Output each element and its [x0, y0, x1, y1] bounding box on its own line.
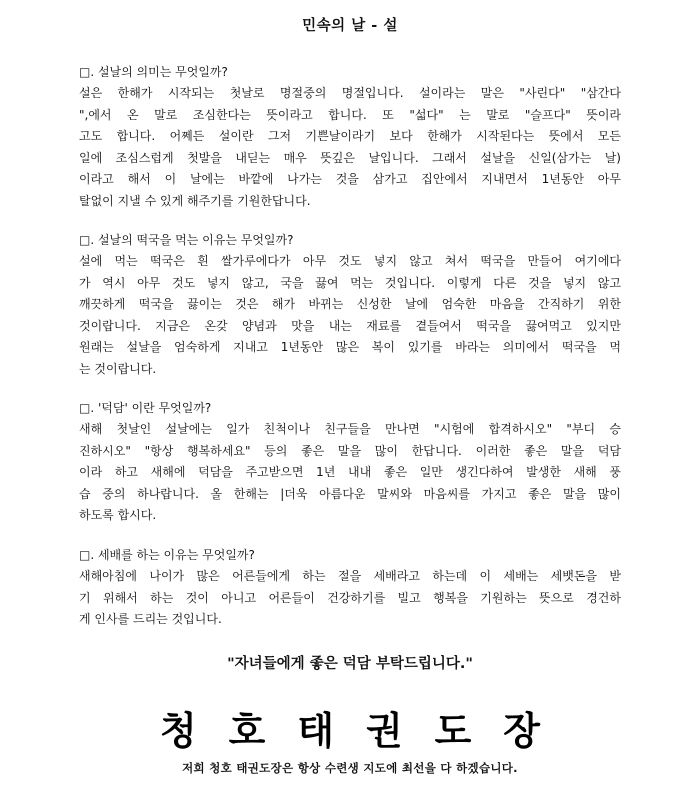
dojang-name-char: 권: [365, 708, 403, 753]
section-heading: □. 세배를 하는 이유는 무엇일까?: [79, 548, 255, 562]
section-tteokguk: [79, 230, 621, 380]
paragraph-line: 새해 첫날인 설날에는 일가 친척이나 친구들을 만나면 "시험에 합격하시오" "부디 승: [79, 422, 621, 436]
closing-message: "자녀들에게 좋은 덕담 부탁드립니다.": [227, 656, 473, 672]
paragraph-line: 가 역시 아무 것도 넣지 않고, 국을 끓여 먹는 것입니다. 이렇게 다른 것을 넣지 않고: [79, 275, 621, 290]
section-deokdam: [79, 398, 621, 527]
paragraph-line: 이라 하고 새해에 덕담을 주고받으면 1년 내내 좋은 일만 생긴다하여 발생한 새해 풍: [79, 465, 621, 479]
paragraph-line: 새해아침에 나이가 많은 어른들에게 하는 절을 세배라고 하는데 이 세배는 세뱃돈을 받: [79, 569, 621, 583]
paragraph-line: 설에 먹는 떡국은 흰 쌀가루에다가 아무 것도 넣지 않고 쳐서 떡국을 만들어 여기에다: [79, 254, 621, 268]
dojang-motto: 저희 청호 태권도장은 항상 수련생 지도에 최선을 다 하겠습니다.: [182, 761, 518, 775]
paragraph-line: 는 것이랍니다.: [79, 361, 157, 376]
paragraph-line: 원래는 설날을 엄숙하게 지내고 1년동안 많은 복이 있기를 바라는 의미에서 떡국을 먹: [79, 340, 621, 354]
paragraph-line: 하도록 합시다.: [79, 508, 157, 522]
dojang-name-char: 장: [503, 708, 540, 753]
paragraph-line: 기 위해서 하는 것이 아니고 어른들이 건강하기를 빌고 행복을 기원하는 뜻으로 경건하: [79, 590, 621, 605]
dojang-name-char: 호: [228, 708, 266, 753]
paragraph-line: 진하시오" "항상 행복하세요" 등의 좋은 말을 많이 한답니다. 이러한 좋은 말을 덕담: [79, 443, 621, 458]
paragraph-line: 습 중의 하나랍니다. 올 한해는 |더욱 아름다운 말씨와 마음씨를 가지고 좋은 말을 많이: [79, 486, 621, 501]
paragraph-line: 고도 합니다. 어쩨든 설이란 그저 기쁜날이라기 보다 한해가 시작된다는 뜻에서 모든: [79, 129, 621, 143]
paragraph-line: 이라고 해서 이 날에는 바깥에 나가는 것을 삼가고 집안에서 지내면서 1년동안 아무: [79, 172, 621, 186]
dojang-name: [160, 708, 540, 754]
paragraph-line: ",에서 온 말로 조심한다는 뜻이라고 합니다. 또 "섧다" 는 말로 "슬프다" 뜻이라: [79, 107, 621, 122]
paragraph-line: 게 인사를 드리는 것입니다.: [79, 612, 222, 626]
paragraph-line: 탈없이 지낼 수 있게 해주기를 기원한답니다.: [79, 193, 311, 208]
paragraph-line: 것이랍니다. 지금은 온갖 양념과 맛을 내는 재료를 곁들여서 떡국을 끓여먹고 있지만: [79, 318, 621, 333]
paragraph-line: 설은 한해가 시작되는 첫날로 명절중의 명절입니다. 설이라는 말은 "사린다" "삼간다: [79, 86, 621, 100]
section-heading: □. '덕담' 이란 무엇일까?: [79, 401, 212, 415]
paragraph-line: 깨끗하게 떡국을 끓이는 것은 해가 바뀌는 신성한 날에 엄숙한 마음을 간직하기 위한: [79, 297, 621, 311]
section-meaning-of-seollal: [79, 62, 621, 212]
dojang-name-char: 청: [160, 708, 197, 753]
section-heading: □. 설날의 떡국을 먹는 이유는 무엇일까?: [79, 233, 294, 247]
dojang-name-char: 태: [297, 708, 335, 753]
paragraph-line: 일에 조심스럽게 첫발을 내딛는 매우 뜻깊은 날입니다. 그래서 설날을 신일(삼가는 날): [79, 150, 621, 165]
section-sebae: [79, 545, 621, 631]
document-title: 민속의 날 - 설: [302, 18, 398, 34]
dojang-name-char: 도: [434, 708, 472, 753]
section-heading: □. 설날의 의미는 무엇일까?: [79, 65, 228, 79]
